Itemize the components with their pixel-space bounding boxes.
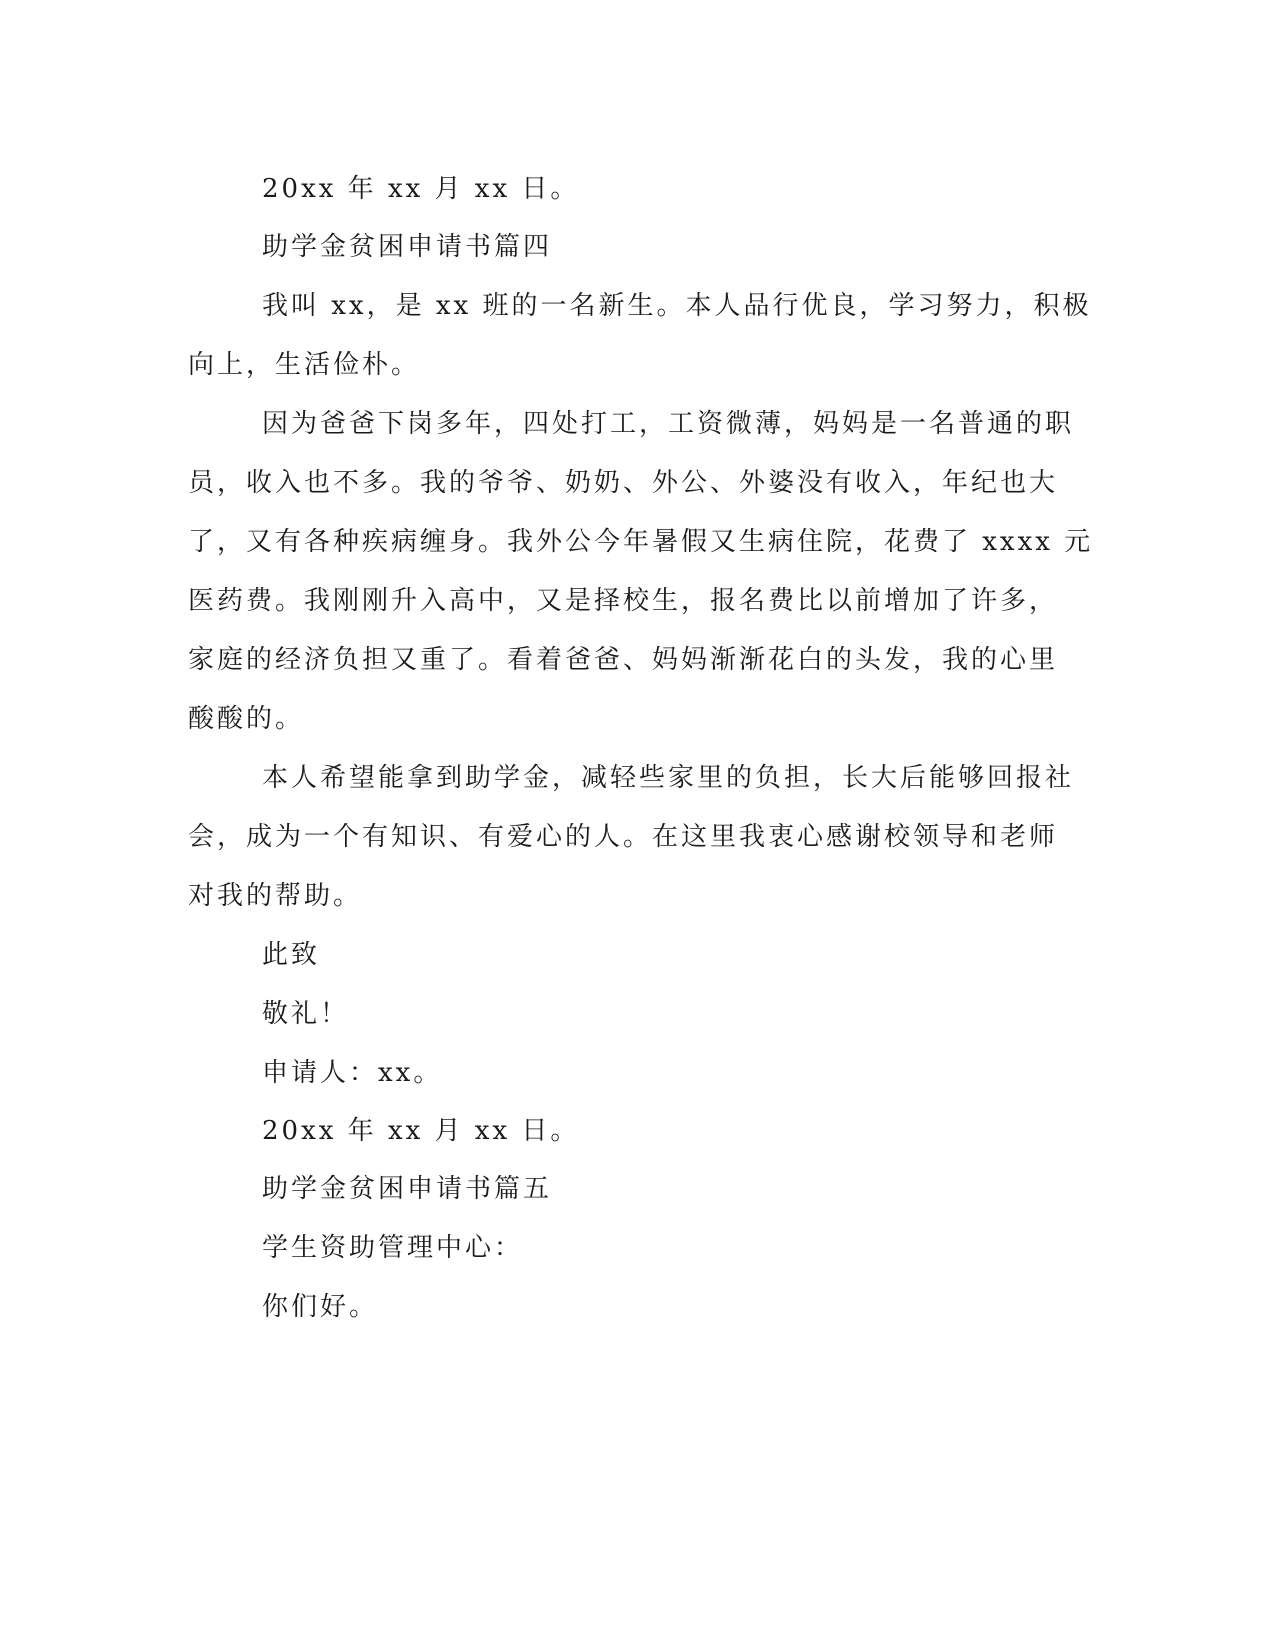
paragraph-line: 酸酸的。 <box>188 704 305 734</box>
date-line: 20xx 年 xx 月 xx 日。 <box>262 174 580 204</box>
paragraph-line: 我叫 xx，是 xx 班的一名新生。本人品行优良，学习努力，积极 <box>262 291 1092 321</box>
paragraph-line: 家庭的经济负担又重了。看着爸爸、妈妈渐渐花白的头发，我的心里 <box>188 645 1059 675</box>
section-heading-4: 助学金贫困申请书篇四 <box>262 232 553 262</box>
paragraph-line: 了，又有各种疾病缠身。我外公今年暑假又生病住院，花费了 xxxx 元 <box>188 527 1094 557</box>
paragraph-line: 会，成为一个有知识、有爱心的人。在这里我衷心感谢校领导和老师 <box>188 822 1059 852</box>
paragraph-line: 对我的帮助。 <box>188 881 363 911</box>
recipient-line: 学生资助管理中心： <box>262 1233 524 1263</box>
applicant-line: 申请人：xx。 <box>262 1058 443 1088</box>
date-line: 20xx 年 xx 月 xx 日。 <box>262 1116 580 1146</box>
salutation-line: 敬礼！ <box>262 999 350 1029</box>
paragraph-line: 因为爸爸下岗多年，四处打工，工资微薄，妈妈是一名普通的职 <box>262 409 1075 439</box>
greeting-line: 你们好。 <box>262 1292 379 1322</box>
paragraph-line: 向上，生活俭朴。 <box>188 350 421 380</box>
paragraph-line: 医药费。我刚刚升入高中，又是择校生，报名费比以前增加了许多， <box>188 586 1059 616</box>
closing-line: 此致 <box>262 940 321 970</box>
paragraph-line: 员，收入也不多。我的爷爷、奶奶、外公、外婆没有收入，年纪也大 <box>188 468 1059 498</box>
paragraph-line: 本人希望能拿到助学金，减轻些家里的负担，长大后能够回报社 <box>262 763 1075 793</box>
section-heading-5: 助学金贫困申请书篇五 <box>262 1174 553 1204</box>
